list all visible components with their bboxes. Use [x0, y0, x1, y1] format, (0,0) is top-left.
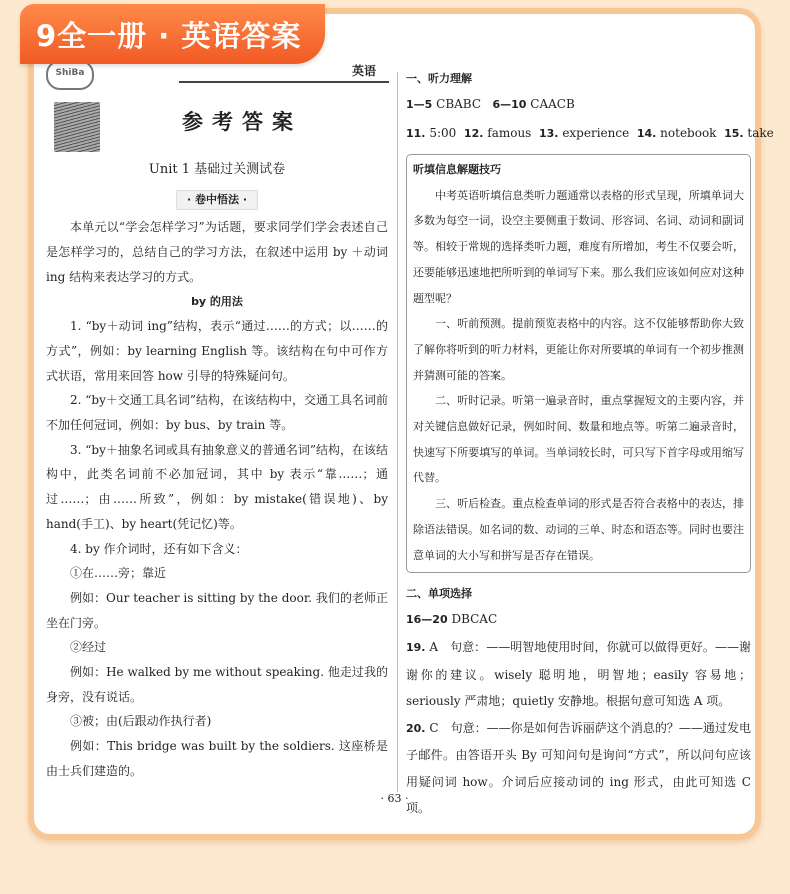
- usage-point-4: 4. by 作介词时，还有如下含义：: [70, 541, 248, 556]
- section-tag: · 卷中悟法 ·: [176, 190, 258, 210]
- tip-box: [406, 154, 751, 573]
- left-column: [46, 104, 388, 784]
- answer-num-14: 14.: [636, 127, 657, 140]
- answer-11: 5:00: [429, 126, 457, 140]
- page-title: 参考答案: [182, 109, 302, 134]
- usage-point-1: 1. “by＋动词 ing”结构，表示“通过……的方式；以……的方式”，例如：by learning English 等。该结构在句中可作方式状语，常用来回答 how 引导的特殊疑问句。: [46, 319, 388, 383]
- answer-page: [28, 8, 774, 840]
- answer-num-12: 12.: [463, 127, 484, 140]
- answer-15: take: [747, 126, 774, 140]
- banner-title: 9全一册 · 英语答案: [36, 19, 302, 53]
- tip-paragraph-4: 三、听后检查。重点检查单词的形式是否符合表格中的表达，排除语法错误。如名词的数、动词的三单、时态和语态等。同时也要注意单词的大小写和拼写是否存在错误。: [413, 497, 744, 562]
- meaning-2: ②经过: [70, 640, 107, 655]
- answer-value-16-20: DBCAC: [451, 612, 498, 627]
- title-banner: [20, 4, 325, 64]
- answer-range-1-5: 1—5: [406, 98, 433, 111]
- tip-title: 听填信息解题技巧: [413, 163, 501, 176]
- header-rule: [179, 81, 389, 83]
- answer-value-6-10: CAACB: [530, 97, 575, 111]
- meaning-1: ①在……旁；靠近: [70, 566, 167, 581]
- answer-num-11: 11.: [406, 127, 426, 140]
- answer-range-6-10: 6—10: [492, 98, 527, 111]
- answers-1-10: [406, 90, 751, 119]
- usage-point-2: 2. “by＋交通工具名词”结构，在该结构中，交通工具名词前不加任何冠词，例如：by bus、by train 等。: [46, 393, 388, 433]
- tip-paragraph-2: 一、听前预测。提前预览表格中的内容。这不仅能够帮助你大致了解你将听到的听力材料，更能让你对所要填的单词有一个初步推测并猜测可能的答案。: [413, 317, 744, 382]
- question-19-explanation: [406, 634, 751, 715]
- example-3: 例如：This bridge was built by the soldiers. 这座桥是由士兵们建造的。: [46, 739, 388, 778]
- answers-16-20: [406, 605, 751, 634]
- answer-range-16-20: 16—20: [406, 613, 448, 627]
- unit-title: Unit 1 基础过关测试卷: [148, 162, 286, 177]
- tip-paragraph-3: 二、听时记录。听第一遍录音时，重点掌握短文的主要内容，并对关键信息做好记录，例如时间、数量和地点等。听第二遍录音时，快速写下所要填写的单词。当单词较长时，可只写下首字母或用缩写代替。: [413, 394, 744, 485]
- answer-13: experience: [562, 126, 630, 140]
- subject-label: 英语: [352, 64, 377, 78]
- answers-11-15: [406, 119, 774, 148]
- tip-paragraph-1: 中考英语听填信息类听力题通常以表格的形式呈现，所填单词大多数为每空一词，设空主要侧重于数词、形容词、名词、动词和副词等。相较于常规的选择类听力题，难度有所增加，考生不仅要会听，还要能够迅速地把所听到的单词写下来。那么我们应该如何应对这种题型呢？: [413, 188, 744, 305]
- question-20-number: 20.: [406, 721, 426, 735]
- column-divider: [397, 72, 398, 792]
- section-tag-wrap: [46, 187, 388, 212]
- answer-num-15: 15.: [724, 127, 744, 140]
- answer-value-1-5: CBABC: [436, 97, 482, 111]
- example-2: 例如：He walked by me without speaking. 他走过我的身旁，没有说话。: [46, 665, 388, 704]
- answer-12: famous: [487, 126, 532, 140]
- listening-heading: 一、听力理解: [406, 72, 472, 85]
- example-1: 例如：Our teacher is sitting by the door. 我们的老师正坐在门旁。: [46, 590, 388, 630]
- brand-logo: ShiBa: [46, 60, 94, 90]
- answer-num-13: 13.: [538, 127, 559, 140]
- question-19-number: 19.: [406, 641, 426, 655]
- question-19-text: A 句意：——明智地使用时间，你就可以做得更好。——谢谢你的建议。wisely 聪明地，明智地；easily 容易地；seriously 严肃地；quietly 安静地。根据句意可知选 A 项。: [406, 640, 751, 709]
- usage-point-3: 3. “by＋抽象名词或具有抽象意义的普通名词”结构，在该结构中，此类名词前不必加冠词，其中 by 表示“靠……；通过……；由……所致”，例如：by mistake(错误地)、by hand(手工)、by heart(凭记忆)等。: [46, 442, 388, 531]
- right-column: [406, 68, 774, 822]
- intro-paragraph: 本单元以“学会怎样学习”为话题，要求同学们学会表述自己是怎样学习的，总结自己的学习方法，在叙述中运用 by ＋动词 ing 结构来表达学习的方式。: [46, 220, 388, 284]
- usage-title: by 的用法: [191, 294, 243, 308]
- answer-14: notebook: [660, 126, 717, 140]
- page-number: · 63 ·: [380, 792, 409, 805]
- choice-heading: 二、单项选择: [406, 587, 472, 601]
- meaning-3: ③被；由(后跟动作执行者): [70, 714, 212, 729]
- question-20-text: C 句意：——你是如何告诉丽萨这个消息的？——通过发电子邮件。由答语开头 By 可知问句是询问“方式”，所以问句应该用疑问词 how。介词后应接动词的 ing 形式，由此可知选 C 项。: [406, 720, 751, 816]
- question-20-explanation: [406, 715, 751, 822]
